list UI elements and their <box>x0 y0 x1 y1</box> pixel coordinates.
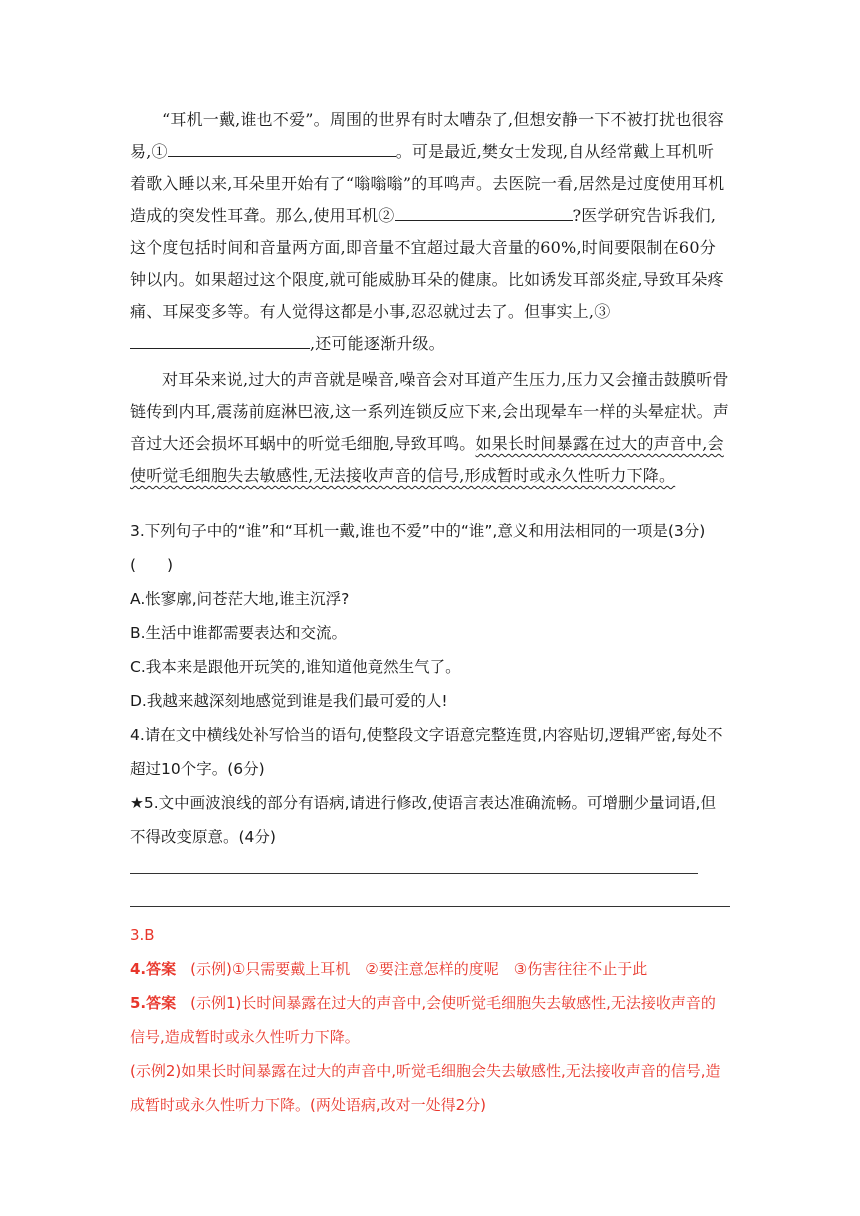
question-3: 3.下列句子中的“谁”和“耳机一戴,谁也不爱”中的“谁”,意义和用法相同的一项是(3分)( ) <box>130 522 706 574</box>
passage-text: 对耳朵来说,过大的声音就是噪音,噪音会对耳道产生压力,压力又会撞击鼓膜听骨链传到内耳,震荡前庭淋巴液,这一系列连锁反应下来,会出现晕车一样的头晕症状。声音过大还会损坏耳蜗中的听觉毛细胞,导致耳鸣。 <box>130 370 730 453</box>
passage-paragraph-2 <box>130 364 730 492</box>
answer-blank-3[interactable] <box>130 330 310 349</box>
option-c: C.我本来是跟他开玩笑的,谁知道他竟然生气了。 <box>130 658 461 676</box>
passage-text: 。可是最近,樊女士发现,自从经常戴上耳机听着歌入睡以来,耳朵里开始有了“嗡嗡嗡”的耳鸣声。去医院一看,居然是过度使用耳机造成的突发性耳聋。那么,使用耳机 <box>130 142 725 225</box>
answer-5-example-2: (示例2)如果长时间暴露在过大的声音中,听觉毛细胞会失去敏感性,无法接收声音的信号,造成暂时或永久性听力下降。(两处语病,改对一处得2分) <box>130 1062 721 1114</box>
answer-3: 3.B <box>130 926 155 944</box>
passage-text: ,还可能逐渐升级。 <box>310 334 445 353</box>
option-a: A.怅寥廓,问苍茫大地,谁主沉浮? <box>130 590 350 608</box>
blank-marker-1: ① <box>151 142 168 161</box>
passage-text: ?医学研究告诉我们,这个度包括时间和音量两方面,即音量不宜超过最大音量的60%,时间要限制在60分钟以内。如果超过这个限度,就可能威胁耳朵的健康。比如诱发耳部炎症,导致耳朵疼痛、耳屎变多等。有人觉得这都是小事,忍忍就过去了。但事实上, <box>130 206 724 321</box>
question-4: 4.请在文中横线处补写恰当的语句,使整段文字语意完整连贯,内容贴切,逻辑严密,每处不超过10个字。(6分) <box>130 726 723 778</box>
option-d: D.我越来越深刻地感觉到谁是我们最可爱的人! <box>130 692 448 710</box>
passage <box>130 104 730 492</box>
section-divider <box>130 906 730 907</box>
answer-text: (示例1)长时间暴露在过大的声音中,会使听觉毛细胞失去敏感性,无法接收声音的信号,造成暂时或永久性听力下降。 <box>130 994 716 1046</box>
questions <box>130 514 730 854</box>
answer-blank-1[interactable] <box>168 138 396 157</box>
answer-blank-2[interactable] <box>395 202 573 221</box>
answer-label: 4.答案 <box>130 960 177 978</box>
option-b: B.生活中谁都需要表达和交流。 <box>130 624 348 642</box>
blank-marker-2: ② <box>378 206 395 225</box>
question-5: ★5.文中画波浪线的部分有语病,请进行修改,使语言表达准确流畅。可增删少量词语,但不得改变原意。(4分) <box>130 794 716 846</box>
blank-marker-3: ③ <box>594 302 611 321</box>
answer-key <box>130 918 730 1122</box>
answer-writing-line[interactable] <box>130 873 698 874</box>
answer-5 <box>130 986 730 1054</box>
passage-text: “耳机一戴,谁也不爱”。周围的世界有时太嘈杂了,但想安静一下不被打扰也很容易, <box>130 110 724 161</box>
answer-text: (示例)①只需要戴上耳机 ②要注意怎样的度呢 ③伤害往往不止于此 <box>190 960 648 978</box>
wavy-underlined-sentence: 如果长时间暴露在过大的声音中,会使听觉毛细胞失去敏感性,无法接收声音的信号,形成暂时或永久性听力下降。 <box>130 434 724 485</box>
answer-4 <box>130 952 730 986</box>
answer-label: 5.答案 <box>130 994 177 1012</box>
passage-paragraph-1 <box>130 104 730 360</box>
